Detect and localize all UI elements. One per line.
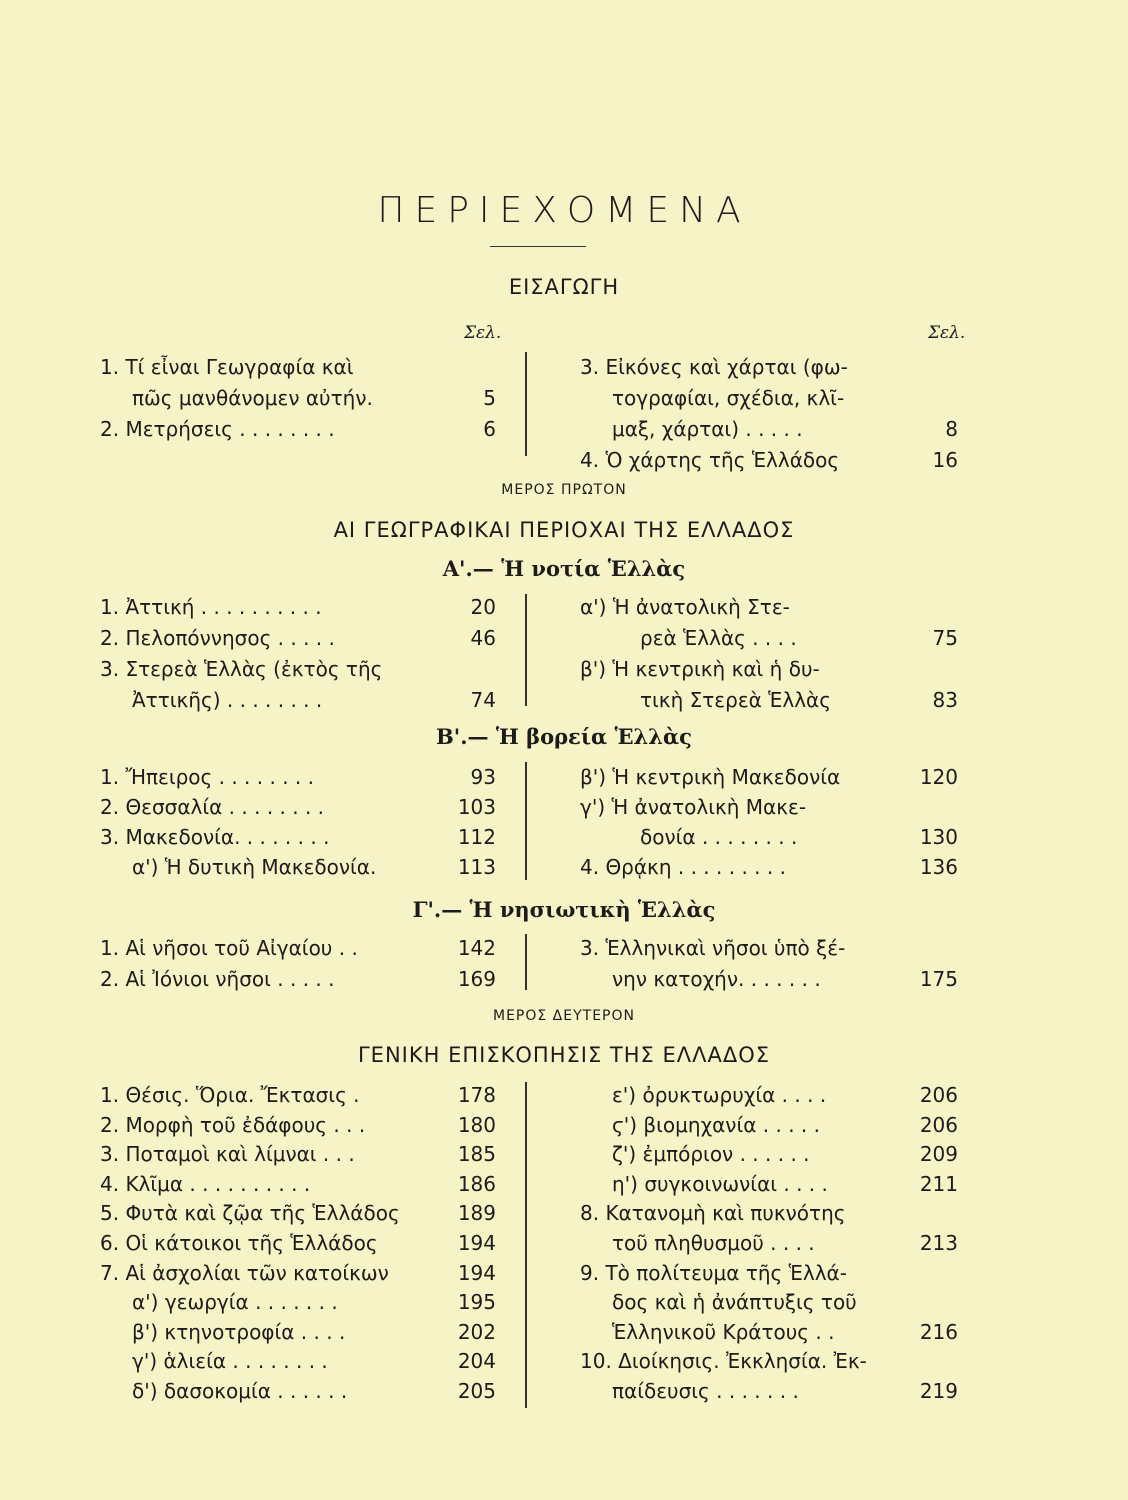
toc-entry xyxy=(132,685,496,715)
toc-entry-page: 213 xyxy=(919,1231,958,1255)
toc-entry-title: 1. Αἱ νῆσοι τοῦ Αἰγαίου . . xyxy=(100,936,358,960)
toc-entry-title: Ἀττικῆς) . . . . . . . . xyxy=(132,688,323,712)
toc-entry xyxy=(100,1139,496,1169)
toc-entry-page: 169 xyxy=(457,967,496,991)
column-divider xyxy=(525,352,527,456)
toc-entry-page: 209 xyxy=(919,1142,958,1167)
toc-entry xyxy=(580,445,958,475)
toc-entry xyxy=(640,822,958,852)
toc-entry xyxy=(580,762,958,792)
toc-entry-title: νην κατοχήν. . . . . . . xyxy=(612,967,821,991)
section-c-title: Γ'.— Ἡ νησιωτικὴ Ἑλλὰς xyxy=(412,897,716,922)
toc-entry xyxy=(100,1169,496,1199)
toc-entry-page: 16 xyxy=(932,448,958,472)
toc-entry-page: 20 xyxy=(470,595,496,619)
toc-entry-title: β') Ἡ κεντρικὴ καὶ ἡ δυ- xyxy=(580,657,820,681)
column-divider xyxy=(525,1082,527,1408)
toc-entry-title: 7. Αἱ ἀσχολίαι τῶν κατοίκων xyxy=(100,1260,389,1285)
toc-entry-page: 46 xyxy=(470,626,496,650)
toc-entry-title: α') Ἡ δυτικὴ Μακεδονία. xyxy=(132,855,377,879)
toc-entry-page: 205 xyxy=(457,1379,496,1403)
toc-entry-page: 83 xyxy=(932,688,958,712)
toc-entry-page: 195 xyxy=(457,1290,496,1315)
toc-entry-title: α') γεωργία . . . . . . . xyxy=(132,1290,338,1315)
column-divider xyxy=(525,594,527,706)
toc-entry-page: 8 xyxy=(945,417,958,441)
toc-entry xyxy=(100,1258,496,1288)
toc-entry-title: ϛ') βιομηχανία . . . . . xyxy=(612,1112,820,1137)
toc-entry-title: 4. Κλῖμα . . . . . . . . . . xyxy=(100,1171,311,1196)
toc-entry-title: 3. Μακεδονία. . . . . . . . xyxy=(100,825,330,849)
toc-entry xyxy=(100,1080,496,1110)
toc-entry-title: 8. Κατανομὴ καὶ πυκνότης xyxy=(580,1201,846,1226)
toc-entry-page: 194 xyxy=(457,1231,496,1255)
toc-entry-title: 3. Εἰκόνες καὶ χάρται (φω- xyxy=(580,355,848,379)
toc-entry xyxy=(100,414,496,444)
toc-entry-title: μαξ, χάρται) . . . . . xyxy=(612,417,803,441)
toc-entry xyxy=(100,592,496,622)
toc-entry-title: ρεὰ Ἑλλὰς . . . . xyxy=(640,626,797,650)
toc-entry-title: α') Ἡ ἀνατολικὴ Στε- xyxy=(580,595,790,619)
toc-entry xyxy=(580,654,958,684)
toc-entry-page: 142 xyxy=(457,936,496,960)
page-column-label-left: Σελ. xyxy=(464,323,502,343)
page-column-label-right: Σελ. xyxy=(928,323,966,343)
column-divider xyxy=(525,762,527,880)
toc-entry-page: 175 xyxy=(919,967,958,991)
toc-entry-page: 5 xyxy=(483,386,496,410)
page-title: ΠΕΡΙΕΧΟΜΕΝΑ xyxy=(377,190,751,231)
section-a-title: Α'.— Ἡ νοτία Ἑλλὰς xyxy=(442,556,686,581)
toc-entry xyxy=(612,1080,958,1110)
toc-entry xyxy=(640,623,958,653)
toc-entry xyxy=(100,933,496,963)
toc-entry-page: 219 xyxy=(919,1379,958,1403)
toc-entry-title: 9. Τὸ πολίτευμα τῆς Ἑλλά- xyxy=(580,1260,847,1285)
toc-entry xyxy=(580,852,958,882)
toc-entry-page: 113 xyxy=(457,855,496,879)
toc-entry-page: 180 xyxy=(457,1112,496,1137)
toc-entry-title: 4. Θρᾴκη . . . . . . . . . xyxy=(580,855,786,879)
toc-entry xyxy=(612,1139,958,1169)
toc-entry xyxy=(100,792,496,822)
toc-entry xyxy=(580,933,958,963)
toc-entry-title: 1. Θέσις. Ὅρια. Ἔκτασις . xyxy=(100,1083,360,1107)
title-rule xyxy=(490,246,586,247)
toc-entry xyxy=(100,623,496,653)
toc-entry-page: 206 xyxy=(919,1083,958,1107)
toc-entry xyxy=(100,352,496,382)
toc-entry xyxy=(612,964,958,994)
toc-entry-page: 120 xyxy=(919,765,958,789)
toc-entry xyxy=(100,822,496,852)
section-b-title: Β'.— Ἡ βορεία Ἑλλὰς xyxy=(436,724,692,749)
part2-heading: ΓΕΝΙΚΗ ΕΠΙΣΚΟΠΗΣΙΣ ΤΗΣ ΕΛΛΑΔΟΣ xyxy=(357,1043,770,1067)
toc-entry-title: η') συγκοινωνίαι . . . . xyxy=(612,1171,828,1196)
toc-entry xyxy=(580,1346,958,1376)
toc-entry xyxy=(100,654,496,684)
toc-entry-title: 3. Ἑλληνικαὶ νῆσοι ὑπὸ ξέ- xyxy=(580,936,846,960)
toc-entry-page: 178 xyxy=(457,1083,496,1107)
toc-entry xyxy=(100,762,496,792)
toc-entry-title: τογραφίαι, σχέδια, κλῖ- xyxy=(612,386,845,410)
toc-entry-title: 1. Ἤπειρος . . . . . . . . xyxy=(100,765,314,789)
toc-entry xyxy=(640,685,958,715)
toc-entry-title: 1. Τί εἶναι Γεωγραφία καὶ xyxy=(100,355,354,379)
part1-label: ΜΕΡΟΣ ΠΡΩΤΟΝ xyxy=(501,482,627,498)
toc-entry xyxy=(100,1110,496,1140)
toc-entry-title: 4. Ὁ χάρτης τῆς Ἑλλάδος xyxy=(580,448,840,472)
toc-entry-page: 93 xyxy=(470,765,496,789)
toc-entry-title: παίδευσις . . . . . . . xyxy=(612,1379,799,1403)
part2-label: ΜΕΡΟΣ ΔΕΥΤΕΡΟΝ xyxy=(493,1008,635,1024)
toc-entry xyxy=(132,1376,496,1406)
toc-entry-page: 103 xyxy=(457,795,496,819)
toc-entry-title: 2. Θεσσαλία . . . . . . . . xyxy=(100,795,325,819)
toc-entry xyxy=(100,1228,496,1258)
toc-entry-title: 10. Διοίκησις. Ἐκκλησία. Ἐκ- xyxy=(580,1349,867,1374)
toc-entry-title: πῶς μανθάνομεν αὐτήν. xyxy=(132,386,373,410)
toc-entry xyxy=(612,1110,958,1140)
toc-entry-title: 2. Μετρήσεις . . . . . . . . xyxy=(100,417,335,441)
toc-entry-title: 2. Πελοπόννησος . . . . . xyxy=(100,626,335,650)
toc-entry-title: 3. Ποταμοὶ καὶ λίμναι . . . xyxy=(100,1142,355,1167)
toc-entry-page: 185 xyxy=(457,1142,496,1167)
toc-entry xyxy=(612,1228,958,1258)
toc-entry-page: 74 xyxy=(470,688,496,712)
toc-entry-title: δονία . . . . . . . . xyxy=(640,825,798,849)
toc-entry xyxy=(580,1198,958,1228)
toc-entry-title: 6. Οἱ κάτοικοι τῆς Ἑλλάδος xyxy=(100,1231,378,1255)
toc-entry-title: ζ') ἐμπόριον . . . . . . xyxy=(612,1142,810,1167)
toc-entry xyxy=(132,383,496,413)
toc-entry-title: 3. Στερεὰ Ἑλλὰς (ἐκτὸς τῆς xyxy=(100,657,383,681)
column-divider xyxy=(525,934,527,990)
toc-entry-page: 136 xyxy=(919,855,958,879)
toc-entry-title: γ') Ἡ ἀνατολικὴ Μακε- xyxy=(580,795,807,819)
toc-entry-title: 2. Μορφὴ τοῦ ἐδάφους . . . xyxy=(100,1112,366,1137)
toc-entry xyxy=(132,852,496,882)
toc-entry xyxy=(580,592,958,622)
toc-entry-page: 206 xyxy=(919,1112,958,1137)
toc-entry-page: 189 xyxy=(457,1201,496,1226)
part1-heading: ΑΙ ΓΕΩΓΡΑΦΙΚΑΙ ΠΕΡΙΟΧΑΙ ΤΗΣ ΕΛΛΑΔΟΣ xyxy=(333,518,795,542)
toc-entry-title: Ἑλληνικοῦ Κράτους . . xyxy=(612,1319,835,1344)
toc-entry xyxy=(580,352,958,382)
toc-entry-page: 130 xyxy=(919,825,958,849)
toc-entry xyxy=(132,1287,496,1317)
toc-entry-page: 216 xyxy=(919,1319,958,1344)
toc-entry-title: β') Ἡ κεντρικὴ Μακεδονία xyxy=(580,765,841,789)
toc-entry xyxy=(132,1317,496,1347)
toc-entry xyxy=(612,1376,958,1406)
toc-entry-page: 204 xyxy=(457,1349,496,1374)
toc-entry xyxy=(100,964,496,994)
toc-entry-title: β') κτηνοτροφία . . . . xyxy=(132,1319,346,1344)
toc-entry xyxy=(612,1317,958,1347)
toc-entry-title: δ') δασοκομία . . . . . . xyxy=(132,1379,348,1403)
toc-entry-title: 5. Φυτὰ καὶ ζῷα τῆς Ἑλλάδος xyxy=(100,1201,400,1226)
toc-entry-page: 6 xyxy=(483,417,496,441)
toc-entry-title: 1. Ἀττική . . . . . . . . . . xyxy=(100,595,322,619)
toc-entry-page: 112 xyxy=(457,825,496,849)
toc-entry-title: τοῦ πληθυσμοῦ . . . . xyxy=(612,1231,815,1255)
toc-entry-title: 2. Αἱ Ἰόνιοι νῆσοι . . . . . xyxy=(100,967,335,991)
toc-entry-title: ε') ὀρυκτωρυχία . . . . xyxy=(612,1083,827,1107)
toc-entry xyxy=(580,792,958,822)
toc-entry xyxy=(612,1169,958,1199)
toc-entry-page: 194 xyxy=(457,1260,496,1285)
toc-entry-page: 211 xyxy=(919,1171,958,1196)
toc-entry-title: δος καὶ ἡ ἀνάπτυξις τοῦ xyxy=(612,1290,857,1315)
toc-entry xyxy=(132,1346,496,1376)
toc-entry-page: 75 xyxy=(932,626,958,650)
toc-entry-page: 186 xyxy=(457,1171,496,1196)
toc-entry xyxy=(612,1287,958,1317)
toc-entry xyxy=(100,1198,496,1228)
toc-entry xyxy=(612,383,958,413)
toc-entry-title: τικὴ Στερεὰ Ἑλλὰς xyxy=(640,688,831,712)
toc-entry-page: 202 xyxy=(457,1319,496,1344)
toc-entry-title: γ') ἁλιεία . . . . . . . . xyxy=(132,1349,328,1374)
toc-entry xyxy=(612,414,958,444)
toc-entry xyxy=(580,1258,958,1288)
intro-heading: ΕΙΣΑΓΩΓΗ xyxy=(508,275,620,299)
